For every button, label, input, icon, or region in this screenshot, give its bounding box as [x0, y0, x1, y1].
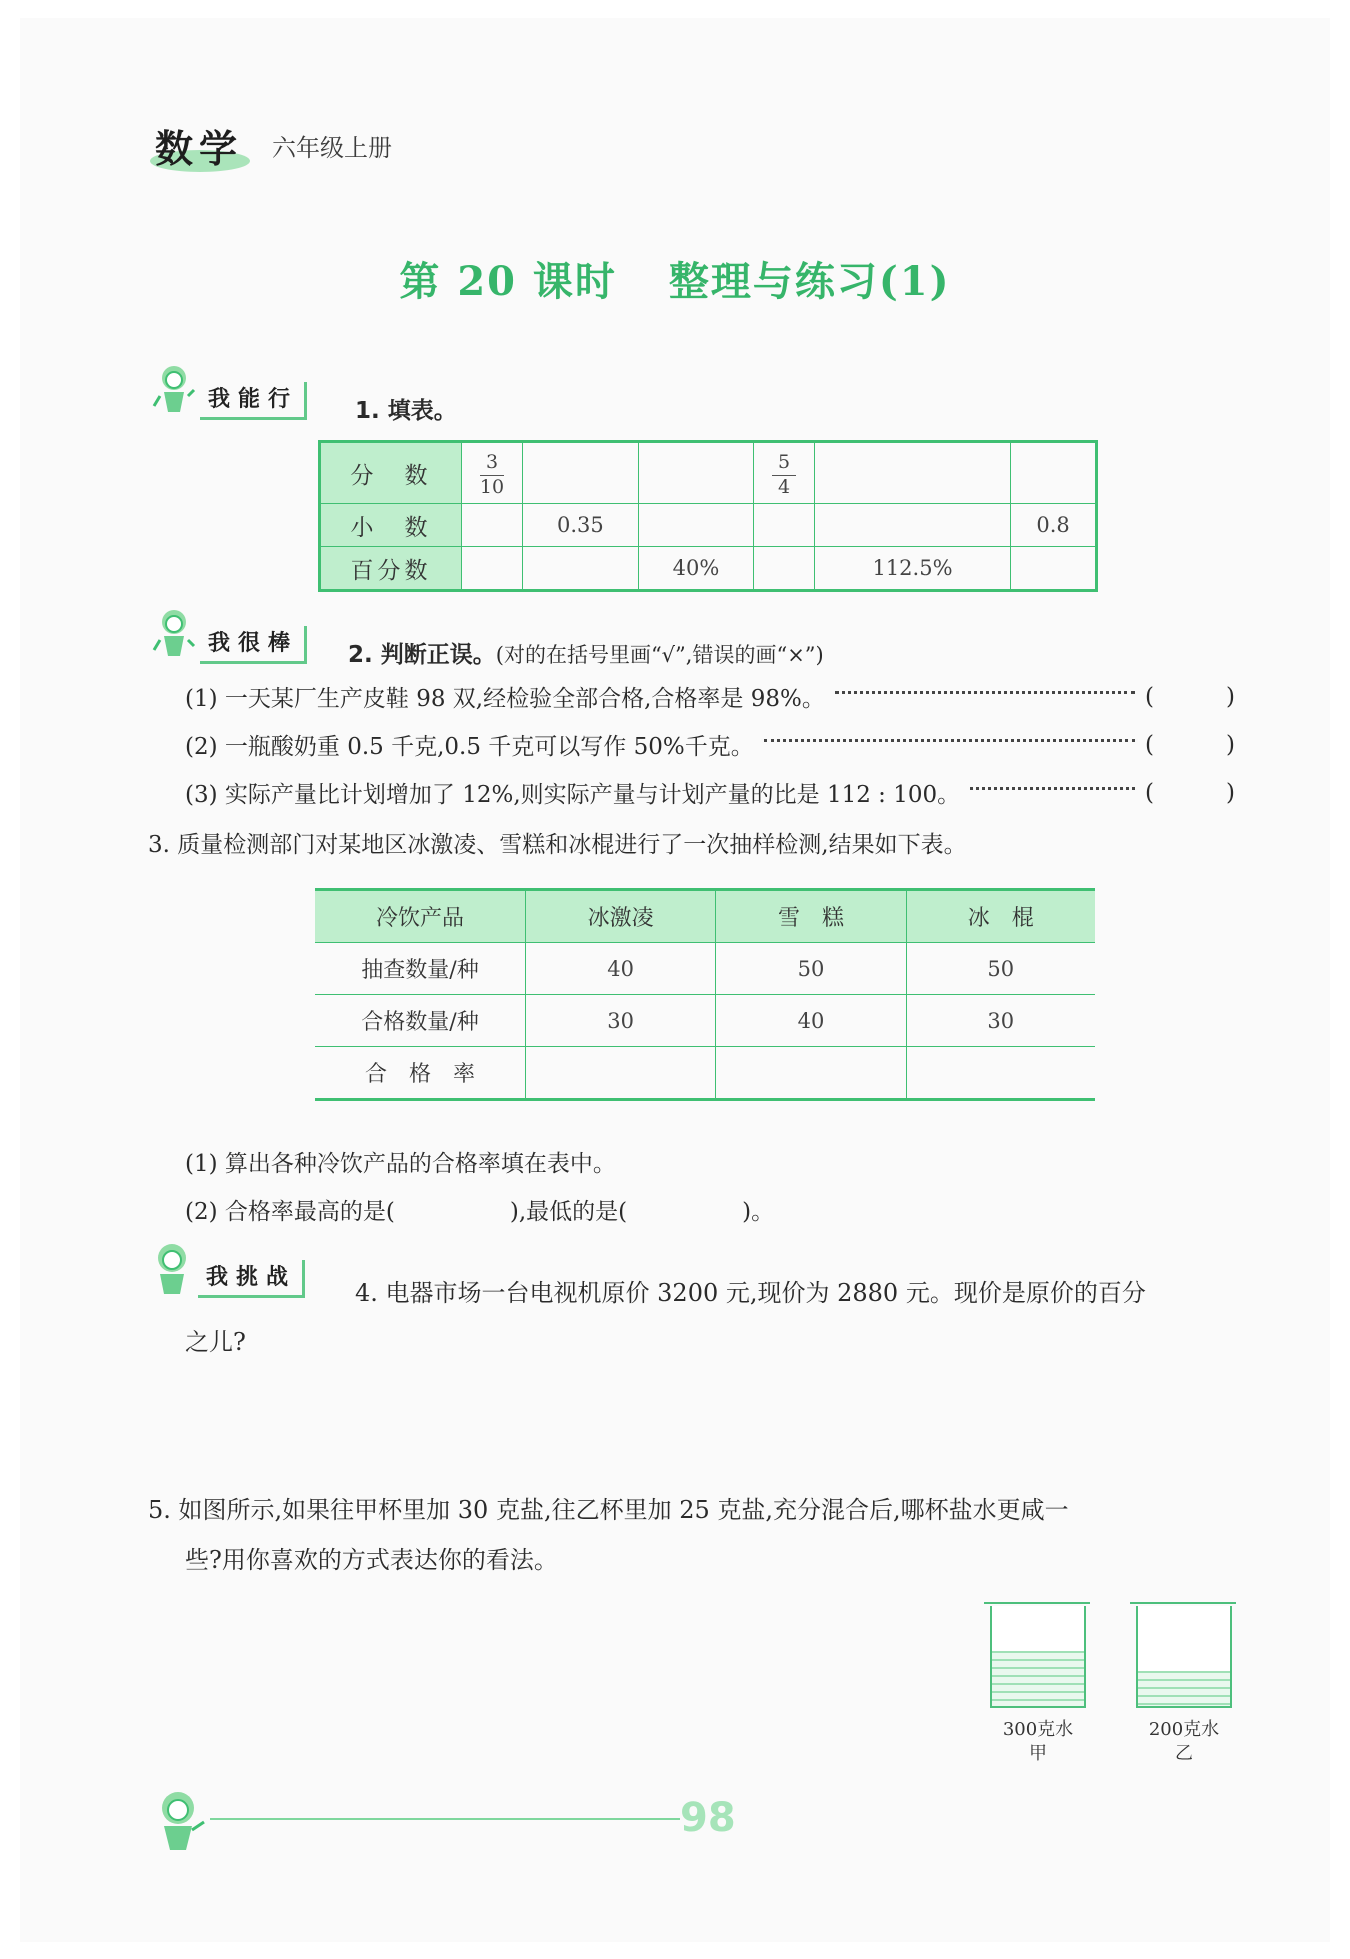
table-cell[interactable]: [906, 1047, 1095, 1100]
lesson-number: 第 20 课时: [399, 258, 617, 305]
page-number: 98: [680, 1795, 736, 1841]
table-cell[interactable]: [462, 547, 523, 591]
beaker-name: 甲: [1029, 1743, 1047, 1765]
table-cell: 40: [526, 943, 716, 995]
fraction: $\frac{3}{10}$: [479, 450, 505, 498]
table-cell[interactable]: [814, 504, 1010, 547]
table-cell[interactable]: [526, 1047, 716, 1100]
mascot-icon: [150, 606, 198, 664]
table-cell[interactable]: [754, 504, 815, 547]
column-header: 冰激凌: [526, 890, 716, 943]
row-header: 抽查数量/种: [315, 943, 526, 995]
q3-prompt: 3. 质量检测部门对某地区冰激凌、雪糕和冰棍进行了一次抽样检测,结果如下表。: [148, 832, 967, 858]
q2-prompt: 2. 判断正误。(对的在括号里画“√”,错误的画“×”): [348, 642, 824, 668]
table-cell[interactable]: 112.5%: [814, 547, 1010, 591]
table-cell: 30: [526, 995, 716, 1047]
answer-paren[interactable]: ( ): [1145, 683, 1235, 710]
q3-sub1: (1) 算出各种冷饮产品的合格率填在表中。: [185, 1151, 616, 1177]
beaker-icon: [990, 1606, 1086, 1708]
table-cell[interactable]: [754, 547, 815, 591]
grade-label: 六年级上册: [272, 134, 392, 162]
row-header: 百分数: [320, 547, 462, 591]
table-cell: 40: [716, 995, 906, 1047]
table-row: [315, 995, 1095, 1047]
lesson-name: 整理与练习(1): [668, 258, 951, 305]
table-cell[interactable]: [462, 442, 523, 504]
lesson-title: [0, 250, 1350, 307]
column-header: 冷饮产品: [315, 890, 526, 943]
table-cell[interactable]: [523, 442, 639, 504]
table-cell[interactable]: [523, 547, 639, 591]
table-cell[interactable]: 0.35: [523, 504, 639, 547]
beaker-yi: [1136, 1606, 1232, 1767]
table-row: [315, 1047, 1095, 1100]
section-badge-2: [150, 606, 307, 664]
table-cell[interactable]: [638, 442, 754, 504]
judge-item: (2) 一瓶酸奶重 0.5 千克,0.5 千克可以写作 50%千克。 ( ): [185, 731, 1235, 760]
table-cell[interactable]: [638, 504, 754, 547]
table-row: [315, 943, 1095, 995]
mascot-icon: [150, 362, 198, 420]
answer-paren[interactable]: ( ): [1145, 731, 1235, 758]
table-cell[interactable]: [754, 442, 815, 504]
judge-item: (1) 一天某厂生产皮鞋 98 双,经检验全部合格,合格率是 98%。 ( ): [185, 683, 1235, 712]
beaker-icon: [1136, 1606, 1232, 1708]
table-cell: 30: [906, 995, 1095, 1047]
table-cell[interactable]: [814, 442, 1010, 504]
table-cell[interactable]: [1011, 442, 1097, 504]
beaker-water-label: 300克水: [1002, 1719, 1074, 1740]
footer-line: [210, 1818, 680, 1820]
beaker-name: 乙: [1175, 1743, 1193, 1765]
table-cell: 50: [906, 943, 1095, 995]
answer-paren[interactable]: ( ): [1145, 779, 1235, 806]
mascot-icon: [148, 1240, 196, 1298]
table-row: [320, 504, 1097, 547]
subject-title: 数学: [155, 127, 244, 171]
q3-sub2: (2) 合格率最高的是( ),最低的是( )。: [185, 1199, 775, 1225]
table-cell[interactable]: 0.8: [1011, 504, 1097, 547]
beaker-jia: [990, 1606, 1086, 1767]
table-row: [320, 547, 1097, 591]
section-label-2: 我很棒: [200, 626, 307, 664]
water-level: [992, 1651, 1084, 1706]
section-badge-3: [148, 1240, 305, 1298]
section-label-1: 我能行: [200, 382, 307, 420]
q5-line1: 5. 如图所示,如果往甲杯里加 30 克盐,往乙杯里加 25 克盐,充分混合后,哪杯盐水更咸一: [148, 1496, 1069, 1524]
water-level: [1138, 1671, 1230, 1706]
section-label-3: 我挑战: [198, 1260, 305, 1298]
column-header: 冰 棍: [906, 890, 1095, 943]
fill-table: [318, 440, 1098, 592]
judge-item: (3) 实际产量比计划增加了 12%,则实际产量与计划产量的比是 112 : 100。 ( ): [185, 779, 1235, 808]
table-cell: 50: [716, 943, 906, 995]
beaker-water-label: 200克水: [1148, 1719, 1220, 1740]
row-header: 分 数: [320, 442, 462, 504]
q5-line2: 些?用你喜欢的方式表达你的看法。: [185, 1546, 558, 1574]
fraction: $\frac{5}{4}$: [772, 453, 796, 498]
quality-table: [315, 888, 1095, 1101]
table-cell[interactable]: [716, 1047, 906, 1100]
table-cell[interactable]: [1011, 547, 1097, 591]
footer-mascot-icon: [148, 1786, 208, 1856]
column-header: 雪 糕: [716, 890, 906, 943]
table-row: [320, 442, 1097, 504]
section-badge-1: [150, 362, 307, 420]
q4-line1: 4. 电器市场一台电视机原价 3200 元,现价为 2880 元。现价是原价的百分: [355, 1279, 1146, 1307]
row-header: 合 格 率: [315, 1047, 526, 1100]
row-header: 合格数量/种: [315, 995, 526, 1047]
table-header-row: [315, 890, 1095, 943]
table-cell[interactable]: 40%: [638, 547, 754, 591]
q1-prompt: 1. 填表。: [355, 398, 457, 424]
table-cell[interactable]: [462, 504, 523, 547]
row-header: 小 数: [320, 504, 462, 547]
q4-line2: 之儿?: [185, 1328, 246, 1356]
